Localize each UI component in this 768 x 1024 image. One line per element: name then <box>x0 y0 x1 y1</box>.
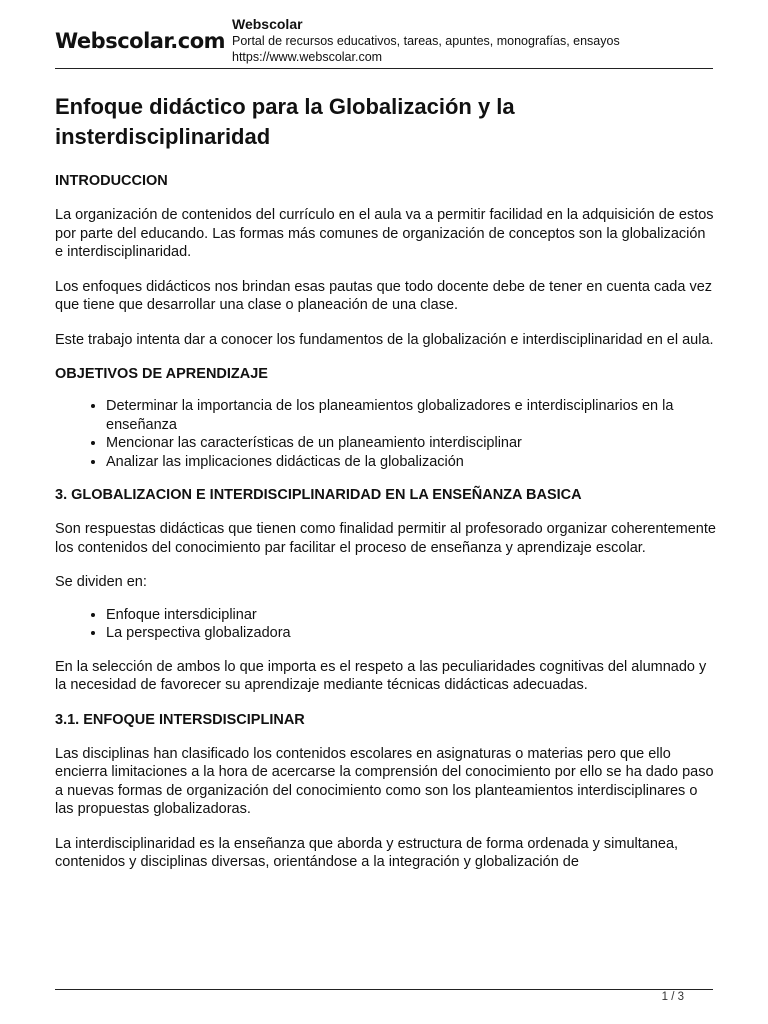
site-info <box>232 16 620 65</box>
divisiones-list <box>55 606 717 643</box>
site-url-link[interactable]: https://www.webscolar.com <box>232 50 383 64</box>
list-item: • Mencionar las características de un planeamiento interdisciplinar <box>106 434 717 453</box>
paragraph: Los enfoques didácticos nos brindan esas pautas que todo docente debe de tener en cuenta cada vez que tiene que desarrollar una clase o planeación de una clase. <box>55 278 713 313</box>
list-item: • La perspectiva globalizadora <box>106 624 717 643</box>
list-item: • Determinar la importancia de los planeamientos globalizadores e interdisciplinarios en la enseñanza <box>106 397 717 434</box>
header-divider <box>55 68 713 69</box>
document-title: Enfoque didáctico para la Globalización y la insterdisciplinaridad <box>55 94 515 149</box>
list-item: • Enfoque intersdiciplinar <box>106 606 717 625</box>
site-description: Portal de recursos educativos, tareas, apuntes, monografías, ensayos <box>232 34 620 48</box>
site-logo[interactable]: Webscolar.com <box>55 29 226 53</box>
paragraph: En la selección de ambos lo que importa es el respeto a las peculiaridades cognitivas del alumnado y la necesidad de favorecer su aprendizaje mediante técnicas didácticas adecuadas. <box>55 658 707 693</box>
paragraph: La interdisciplinaridad es la enseñanza que aborda y estructura de forma ordenada y simultanea, contenidos y disciplinas diversas, orientándose a la integración y globalización de <box>55 835 679 870</box>
list-item: • Analizar las implicaciones didácticas de la globalización <box>106 453 717 472</box>
objetivos-list <box>55 397 717 471</box>
document-body <box>55 92 717 888</box>
site-name: Webscolar <box>232 16 303 32</box>
paragraph: Se dividen en: <box>55 574 147 590</box>
footer-divider <box>55 989 713 990</box>
paragraph: Son respuestas didácticas que tienen como finalidad permitir al profesorado organizar coherentemente los contenidos del conocimiento par facilitar el proceso de enseñanza y aprendizaje escolar. <box>55 521 716 556</box>
paragraph: La organización de contenidos del currículo en el aula va a permitir facilidad en la adquisición de estos por parte del educando. Las formas más comunes de organización de conceptos son la globalización e interdisciplinaridad. <box>55 207 714 260</box>
section-heading-introduccion: INTRODUCCION <box>55 173 168 189</box>
page-number: 1 / 3 <box>661 991 684 1003</box>
paragraph: Las disciplinas han clasificado los contenidos escolares en asignaturas o materias pero que ello encierra limitaciones a la hora de acercarse la comprensión del conocimiento por ello se ha dado paso a nuevas formas de organización del conocimiento como son los planteamientos interdisciplinares o las propuestas globalizadoras. <box>55 745 714 817</box>
section-heading-globalizacion: 3. GLOBALIZACION E INTERDISCIPLINARIDAD EN LA ENSEÑANZA BASICA <box>55 487 582 503</box>
section-heading-enfoque: 3.1. ENFOQUE INTERSDISCIPLINAR <box>55 711 305 728</box>
paragraph: Este trabajo intenta dar a conocer los fundamentos de la globalización e interdisciplinaridad en el aula. <box>55 331 714 348</box>
section-heading-objetivos: OBJETIVOS DE APRENDIZAJE <box>55 366 268 382</box>
